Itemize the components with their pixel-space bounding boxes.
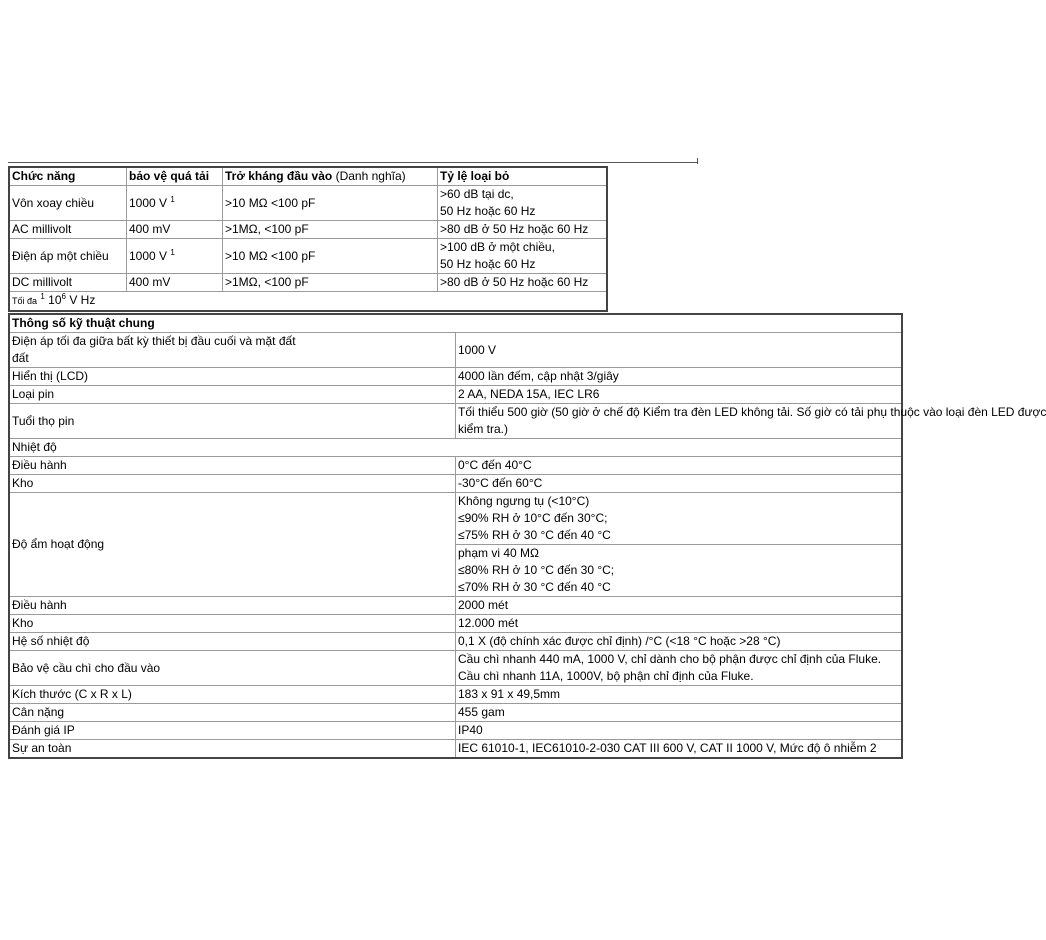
spec-label: Điều hành — [9, 457, 456, 475]
spec-value: 1000 V — [456, 333, 903, 368]
table-row — [9, 274, 607, 292]
humidity-line: Không ngưng tụ (<10°C) — [458, 494, 590, 508]
table-row — [9, 186, 607, 221]
footnote-row — [9, 292, 607, 312]
cell-overload — [127, 239, 223, 274]
table-row — [9, 651, 902, 686]
spec-value: 0°C đến 40°C — [456, 457, 903, 475]
spec-label: Sự an toàn — [9, 740, 456, 759]
spec-label — [9, 333, 456, 368]
spec-value: 455 gam — [456, 704, 903, 722]
cell-function: Vôn xoay chiều — [9, 186, 127, 221]
spec-label: Kho — [9, 615, 456, 633]
table-row — [9, 615, 902, 633]
header-impedance-text: Trở kháng đầu vào — [225, 169, 333, 183]
spec-value: 2000 mét — [456, 597, 903, 615]
humidity-line: ≤90% RH ở 10°C đến 30°C; — [458, 511, 608, 525]
header-overload: bảo vệ quá tải — [127, 167, 223, 186]
cell-rejection: >80 dB ở 50 Hz hoặc 60 Hz — [438, 274, 608, 292]
rejection-line-2: 50 Hz hoặc 60 Hz — [440, 204, 536, 218]
general-spec-table — [8, 313, 1046, 759]
table-row — [9, 404, 902, 439]
cell-impedance: >10 MΩ <100 pF — [223, 239, 438, 274]
spec-value-line-2: Cầu chì nhanh 11A, 1000V, bộ phận chỉ định của Fluke. — [458, 669, 754, 683]
footnote-number: 1 — [40, 292, 45, 301]
table-row — [9, 475, 902, 493]
rejection-line-2: 50 Hz hoặc 60 Hz — [440, 257, 536, 271]
spec-value-line-1: Tối thiểu 500 giờ (50 giờ ở chế độ Kiểm tra đèn LED không tải. Số giờ có tải phụ thuộc vào loại đèn LED được — [458, 405, 1046, 419]
section-label-temperature: Nhiệt độ — [9, 439, 902, 457]
spec-label: Hệ số nhiệt độ — [9, 633, 456, 651]
footnote-unit: V Hz — [69, 293, 96, 307]
spec-label: Loại pin — [9, 386, 456, 404]
cell-impedance: >1MΩ, <100 pF — [223, 274, 438, 292]
rejection-line-1: >60 dB tại dc, — [440, 187, 514, 201]
spec-value — [456, 404, 1046, 439]
table-row — [9, 704, 902, 722]
footnote-ref: 1 — [170, 247, 175, 257]
table-row — [9, 439, 902, 457]
spec-label: Độ ẩm hoạt động — [9, 493, 456, 597]
cell-overload: 400 mV — [127, 221, 223, 239]
spec-label: Cân nặng — [9, 704, 456, 722]
humidity-line: ≤70% RH ở 30 °C đến 40 °C — [458, 580, 611, 594]
rejection-line-1: >100 dB ở một chiều, — [440, 240, 555, 254]
spec-value-line-2: kiểm tra.) — [458, 422, 509, 436]
table-row — [9, 333, 902, 368]
spec-value: 4000 lần đếm, cập nhật 3/giây — [456, 368, 903, 386]
cell-rejection — [438, 239, 608, 274]
spec-label: Bảo vệ cầu chì cho đầu vào — [9, 651, 456, 686]
table-row — [9, 457, 902, 475]
spec-value: IP40 — [456, 722, 903, 740]
spec-label-line-2: đất — [12, 351, 29, 365]
top-rule-tick — [697, 158, 698, 164]
footnote-ref: 1 — [170, 194, 175, 204]
cell-impedance: >1MΩ, <100 pF — [223, 221, 438, 239]
cell-function: AC millivolt — [9, 221, 127, 239]
table-row — [9, 386, 902, 404]
table-row — [9, 740, 902, 759]
spec-label: Hiển thị (LCD) — [9, 368, 456, 386]
spec-value: IEC 61010-1, IEC61010-2-030 CAT III 600 V, CAT II 1000 V, Mức độ ô nhiễm 2 — [456, 740, 903, 759]
humidity-line: ≤80% RH ở 10 °C đến 30 °C; — [458, 563, 615, 577]
spec-label-line-1: Điện áp tối đa giữa bất kỳ thiết bị đầu cuối và mặt đất — [12, 334, 296, 348]
footnote-prefix: Tối đa — [12, 296, 38, 306]
input-spec-table — [8, 166, 608, 312]
header-impedance — [223, 167, 438, 186]
table-row — [9, 239, 607, 274]
cell-rejection — [438, 186, 608, 221]
spec-value: -30°C đến 60°C — [456, 475, 903, 493]
spec-label: Kích thước (C x R x L) — [9, 686, 456, 704]
table-row — [9, 221, 607, 239]
top-rule — [8, 162, 698, 163]
spec-label: Điều hành — [9, 597, 456, 615]
table-row — [9, 493, 902, 545]
table-header-row — [9, 167, 607, 186]
cell-function: Điện áp một chiều — [9, 239, 127, 274]
spec-value — [456, 651, 903, 686]
spec-value — [456, 545, 903, 597]
overload-value: 1000 V — [129, 248, 168, 263]
cell-impedance: >10 MΩ <100 pF — [223, 186, 438, 221]
footnote — [9, 292, 607, 312]
overload-value: 1000 V — [129, 195, 168, 210]
cell-rejection: >80 dB ở 50 Hz hoặc 60 Hz — [438, 221, 608, 239]
cell-function: DC millivolt — [9, 274, 127, 292]
table-row — [9, 368, 902, 386]
spec-value-line-1: Cầu chì nhanh 440 mA, 1000 V, chỉ dành cho bộ phận được chỉ định của Fluke. — [458, 652, 882, 666]
humidity-line: ≤75% RH ở 30 °C đến 40 °C — [458, 528, 611, 542]
table-title: Thông số kỹ thuật chung — [9, 314, 902, 333]
cell-overload: 400 mV — [127, 274, 223, 292]
header-function: Chức năng — [9, 167, 127, 186]
spec-value: 183 x 91 x 49,5mm — [456, 686, 903, 704]
footnote-base: 10 — [48, 293, 62, 307]
table-row — [9, 722, 902, 740]
spec-label: Kho — [9, 475, 456, 493]
spec-value: 2 AA, NEDA 15A, IEC LR6 — [456, 386, 903, 404]
spec-value — [456, 493, 903, 545]
table-row — [9, 686, 902, 704]
table-row — [9, 633, 902, 651]
header-rejection: Tỷ lệ loại bỏ — [438, 167, 608, 186]
header-impedance-note: (Danh nghĩa) — [335, 169, 406, 183]
spec-value: 12.000 mét — [456, 615, 903, 633]
footnote-exponent: 6 — [61, 292, 66, 301]
table-title-row — [9, 314, 902, 333]
spec-label: Tuổi thọ pin — [9, 404, 456, 439]
humidity-line: phạm vi 40 MΩ — [458, 546, 539, 560]
spec-label: Đánh giá IP — [9, 722, 456, 740]
spec-value: 0,1 X (độ chính xác được chỉ định) /°C (<18 °C hoặc >28 °C) — [456, 633, 903, 651]
cell-overload — [127, 186, 223, 221]
table-row — [9, 597, 902, 615]
